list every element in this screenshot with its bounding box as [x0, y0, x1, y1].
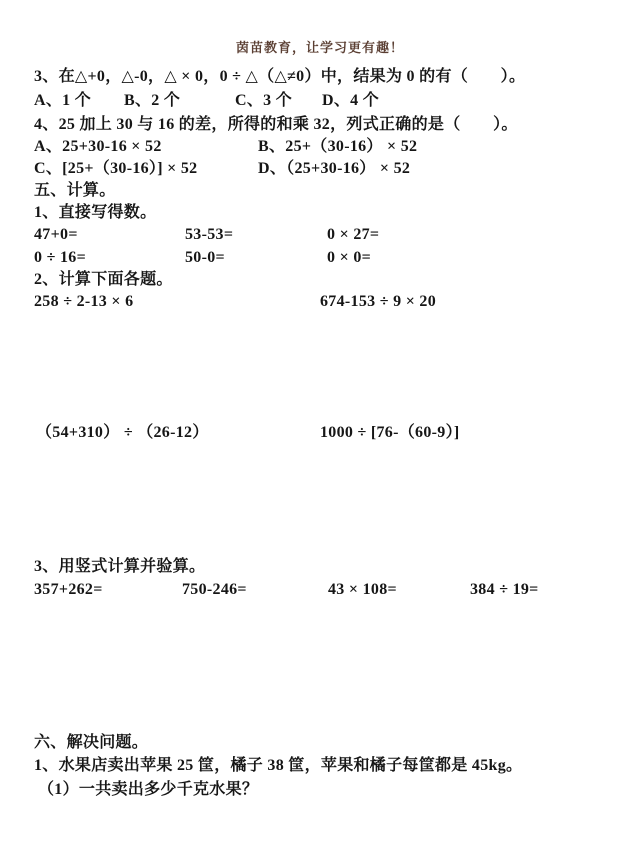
q4-option-b: B、25+（30-16） × 52 [258, 138, 418, 155]
section5-part1-title: 1、直接写得数。 [34, 204, 157, 221]
q3-option-a: A、1 个 [34, 92, 92, 109]
section6-q1-sub1: （1）一共卖出多少千克水果？ [38, 781, 259, 798]
q3-option-d: D、4 个 [322, 92, 380, 109]
calc-expr-4: 1000 ÷ [76-（60-9）] [320, 424, 460, 441]
q4-option-d: D、（25+30-16） × 52 [258, 160, 411, 177]
mental-math-expr-2: 53-53= [185, 226, 234, 243]
mental-math-expr-6: 0 × 0= [327, 249, 372, 266]
q3-stem: 3、在△+0，△-0，△ × 0，0 ÷ △（△≠0）中，结果为 0 的有（ ）。 [34, 68, 526, 85]
q3-option-b: B、2 个 [124, 92, 181, 109]
mental-math-expr-4: 0 ÷ 16= [34, 249, 86, 266]
mental-math-expr-5: 50-0= [185, 249, 225, 266]
q3-option-c: C、3 个 [235, 92, 293, 109]
section5-part2-title: 2、计算下面各题。 [34, 271, 173, 288]
section6-title: 六、解决问题。 [34, 734, 149, 751]
section5-part3-title: 3、用竖式计算并验算。 [34, 558, 206, 575]
vertical-calc-expr-4: 384 ÷ 19= [470, 581, 539, 598]
calc-expr-2: 674-153 ÷ 9 × 20 [320, 293, 437, 310]
q4-option-a: A、25+30-16 × 52 [34, 138, 162, 155]
calc-expr-3: （54+310） ÷ （26-12） [36, 424, 209, 441]
vertical-calc-expr-3: 43 × 108= [328, 581, 397, 598]
brand-header: 茵苗教育，让学习更有趣！ [235, 40, 404, 55]
q4-option-c: C、[25+（30-16）] × 52 [34, 160, 198, 177]
section5-title: 五、计算。 [34, 182, 116, 199]
section6-q1: 1、水果店卖出苹果 25 筐，橘子 38 筐，苹果和橘子每筐都是 45kg。 [34, 757, 523, 774]
mental-math-expr-1: 47+0= [34, 226, 78, 243]
mental-math-expr-3: 0 × 27= [327, 226, 380, 243]
vertical-calc-expr-2: 750-246= [182, 581, 247, 598]
q4-stem: 4、25 加上 30 与 16 的差，所得的和乘 32，列式正确的是（ ）。 [34, 116, 518, 133]
calc-expr-1: 258 ÷ 2-13 × 6 [34, 293, 134, 310]
vertical-calc-expr-1: 357+262= [34, 581, 103, 598]
